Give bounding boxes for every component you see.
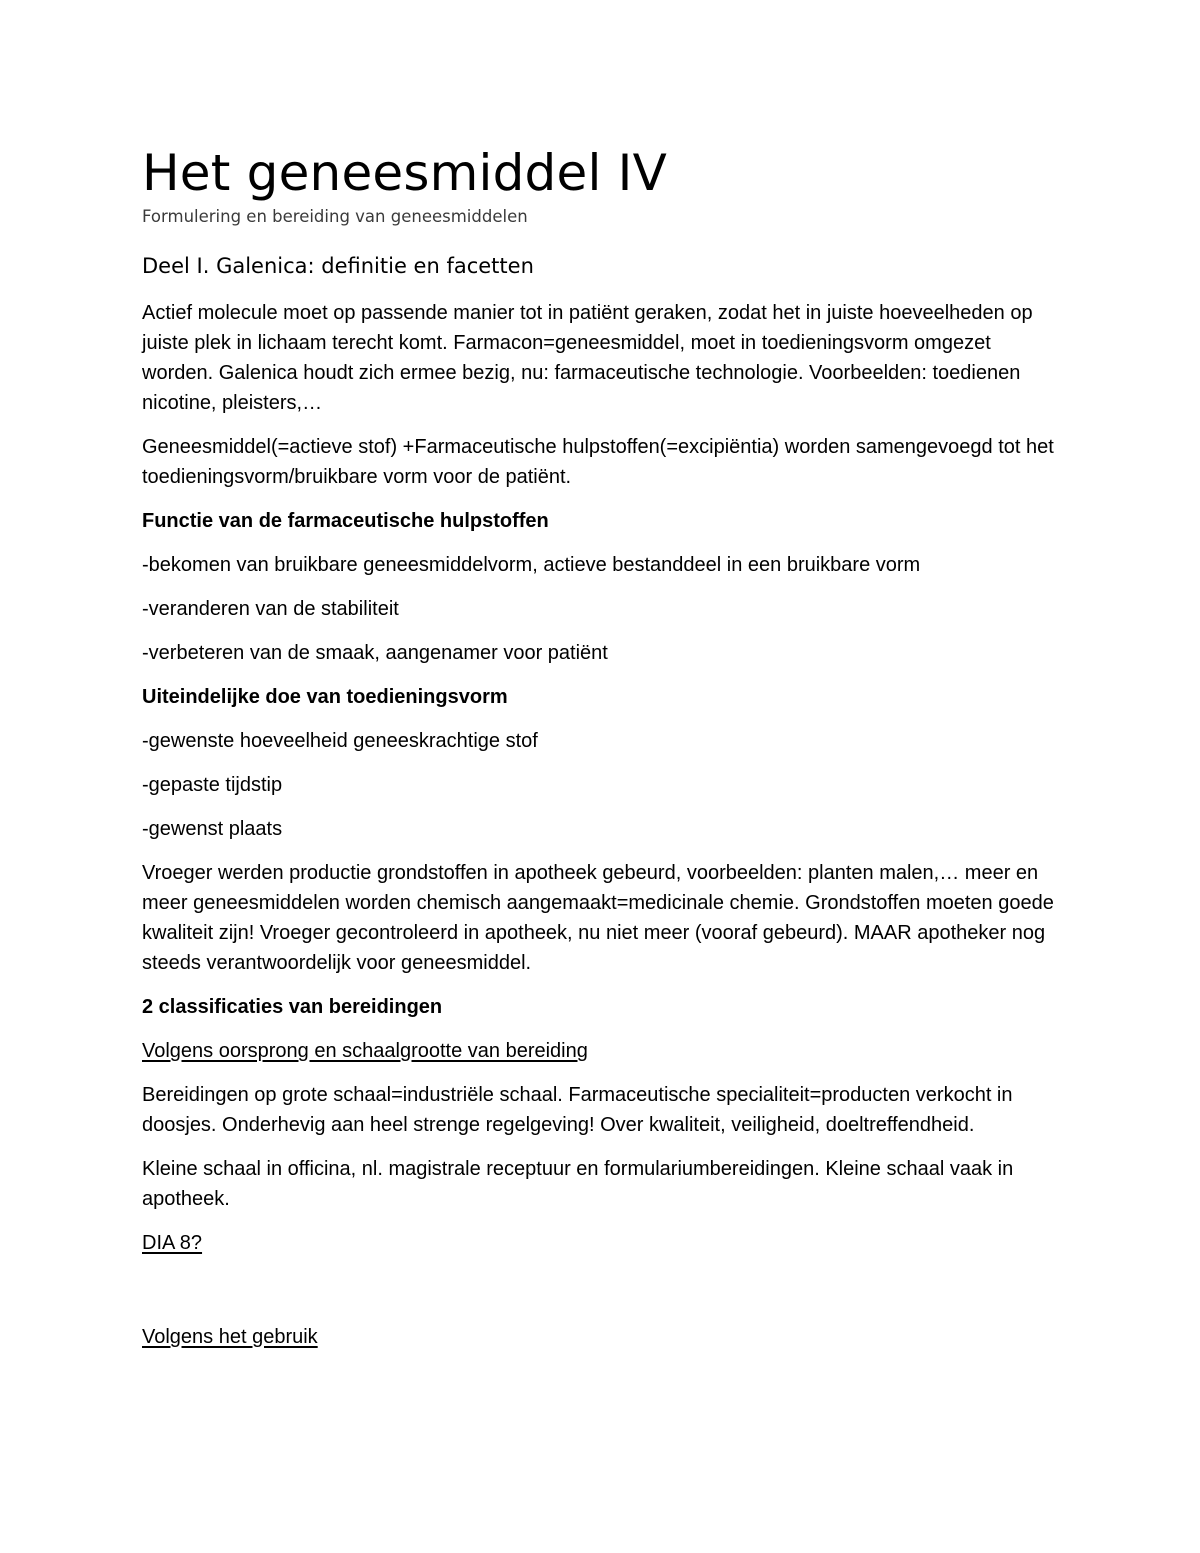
usage-heading: Volgens het gebruik: [142, 1326, 318, 1348]
combination-paragraph: Geneesmiddel(=actieve stof) +Farmaceutische hulpstoffen(=excipiëntia) worden samengevoegd tot het toedieningsvorm/bruikbare vorm voor de patiënt.: [142, 436, 1054, 488]
goal-heading: Uiteindelijke doe van toedieningsvorm: [142, 686, 508, 708]
goal-item-1: -gewenste hoeveelheid geneeskrachtige stof: [142, 730, 538, 752]
function-heading: Functie van de farmaceutische hulpstoffen: [142, 510, 549, 532]
function-item-1: -bekomen van bruikbare geneesmiddelvorm, actieve bestanddeel in een bruikbare vorm: [142, 554, 921, 576]
document-subtitle: Formulering en bereiding van geneesmiddelen: [142, 207, 528, 226]
dia-reference: DIA 8?: [142, 1232, 203, 1254]
section-heading: Deel I. Galenica: definitie en facetten: [142, 254, 534, 278]
origin-heading: Volgens oorsprong en schaalgrootte van bereiding: [142, 1040, 588, 1062]
goal-item-3: -gewenst plaats: [142, 818, 283, 840]
large-scale-paragraph: Bereidingen op grote schaal=industriële schaal. Farmaceutische specialiteit=producten verkocht in doosjes. Onderhevig aan heel strenge regelgeving! Over kwaliteit, veiligheid, doeltreffendheid.: [142, 1084, 1013, 1136]
intro-paragraph: Actief molecule moet op passende manier tot in patiënt geraken, zodat het in juiste hoeveelheden op juiste plek in lichaam terecht komt. Farmacon=geneesmiddel, moet in toedieningsvorm omgezet worden. Galenica houdt zich ermee bezig, nu: farmaceutische technologie. Voorbeelden: toedienen nicotine, pleisters,…: [142, 302, 1033, 414]
goal-item-2: -gepaste tijdstip: [142, 774, 283, 796]
classification-heading: 2 classificaties van bereidingen: [142, 996, 443, 1018]
function-item-3: -verbeteren van de smaak, aangenamer voor patiënt: [142, 642, 608, 664]
function-item-2: -veranderen van de stabiliteit: [142, 598, 399, 620]
small-scale-paragraph: Kleine schaal in officina, nl. magistrale receptuur en formulariumbereidingen. Kleine schaal vaak in apotheek.: [142, 1158, 1014, 1210]
history-paragraph: Vroeger werden productie grondstoffen in apotheek gebeurd, voorbeelden: planten malen,… meer en meer geneesmiddelen worden chemisch aangemaakt=medicinale chemie. Grondstoffen moeten goede kwaliteit zijn! Vroeger gecontroleerd in apotheek, nu niet meer (vooraf gebeurd). MAAR apotheker nog steeds verantwoordelijk voor geneesmiddel.: [142, 862, 1054, 974]
document-title: Het geneesmiddel IV: [142, 144, 667, 202]
